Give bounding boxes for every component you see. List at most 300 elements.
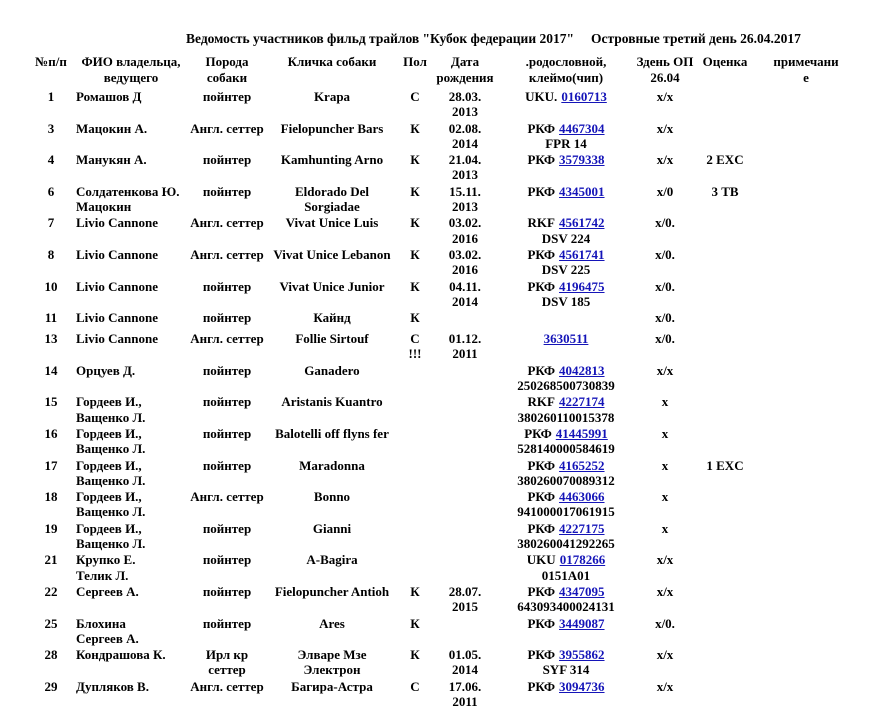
owner-name: Livio Cannone [76,215,158,231]
pedigree-number-link[interactable]: 4165252 [559,457,605,473]
chip-number: SYF 314 [542,662,590,678]
pedigree-line [496,394,636,409]
row-number: 15 [44,394,58,410]
pedigree-number-link[interactable]: 3630511 [543,331,589,347]
column-header-score: Оценка [702,54,748,69]
pedigree-number-link[interactable]: 0178266 [559,552,606,568]
column-header-day-op: Здень ОП 26.04 [636,54,694,85]
dog-sex: К [410,583,420,599]
dog-breed: пойнтер [202,183,252,199]
row-number: 6 [47,183,55,199]
row-number: 8 [47,246,55,262]
pedigree-line [496,426,636,441]
owner-name: Дупляков В. [76,678,149,694]
dog-name: Maradonna [299,457,365,473]
day-op-result: x/0 [656,183,674,199]
dog-breed: пойнтер [202,425,252,441]
pedigree-line [496,552,636,567]
row-number: 29 [44,678,58,694]
pedigree-number-link[interactable]: 3449087 [559,615,605,631]
chip-number: DSV 225 [541,262,591,278]
table-row [26,331,856,363]
pedigree [496,584,636,616]
dog-name: Fielopuncher Bars [280,120,384,136]
column-header-birth: Дата рождения [436,54,494,85]
pedigree-line [496,489,636,504]
pedigree [496,521,636,553]
title-date: Островные третий день 26.04.2017 [590,31,801,46]
title-main: Ведомость участников фильд трайлов "Кубок федерации 2017" [186,31,574,46]
table-row [26,489,856,521]
dog-name: Balotelli off flyns fer [275,425,389,441]
row-number: 22 [44,583,58,599]
column-header-owner: ФИО владельца, ведущего [81,54,181,85]
dog-name: Eldorado Del Sorgiadae [294,183,370,215]
dog-breed: пойнтер [202,457,252,473]
note [756,184,856,216]
owner-name: Блохина Сергеев А. [76,615,139,646]
score [694,89,756,121]
note [756,458,856,490]
row-number: 11 [44,310,58,326]
pedigree [496,426,636,458]
score [694,215,756,247]
day-op-result: x [661,425,669,441]
pedigree-line [496,184,636,199]
dog-sex [396,489,434,521]
dog-breed: пойнтер [202,152,252,168]
column-header-pedigree: .родословной, клеймо(чип) [525,54,607,85]
birth-date [434,552,496,584]
row-number: 14 [44,362,58,378]
dog-name: Багира-Астра [291,678,373,694]
dog-sex: К [410,310,420,326]
pedigree-line [496,584,636,599]
pedigree-line [496,247,636,262]
dog-sex [396,426,434,458]
pedigree-line [496,616,636,631]
day-op-result: x/0. [655,246,675,262]
table-row [26,152,856,184]
score [694,363,756,395]
day-op-result: x/x [656,583,674,599]
dog-breed: Англ. сеттер [190,678,264,694]
day-op-result: x [661,394,669,410]
table-row [26,394,856,426]
pedigree-number-link[interactable]: 4227174 [558,394,605,410]
dog-name: Gianni [312,520,352,536]
pedigree-prefix: РКФ [527,678,556,694]
table-row [26,363,856,395]
note [756,679,856,711]
score [694,647,756,679]
dog-sex: К [410,278,420,294]
pedigree [496,121,636,153]
note [756,279,856,311]
pedigree-prefix: RKF [527,215,555,231]
dog-sex: С [410,678,420,694]
dog-name: Vivat Unice Luis [285,215,379,231]
birth-date [434,363,496,395]
birth-date [434,458,496,490]
pedigree [496,647,636,679]
birth-date [434,394,496,426]
pedigree-prefix: РКФ [527,183,556,199]
pedigree-line [496,679,636,694]
pedigree-prefix: РКФ [527,278,556,294]
row-number: 19 [44,520,58,536]
dog-breed: пойнтер [202,583,252,599]
birth-date [434,426,496,458]
pedigree [496,458,636,490]
chip-number: 941000017061915 [517,504,615,520]
dog-breed: Англ. сеттер [190,331,264,347]
pedigree-line [496,89,636,104]
row-number: 28 [44,647,58,663]
pedigree-number-link[interactable]: 4463066 [559,489,605,505]
note [756,394,856,426]
row-number: 1 [47,89,55,104]
pedigree-line [496,121,636,136]
dog-sex [396,521,434,553]
dog-name: Follie Sirtouf [295,331,369,347]
pedigree-prefix: РКФ [527,615,556,631]
day-op-result: x/x [656,120,674,136]
owner-name: Livio Cannone [76,278,158,294]
pedigree-line [496,458,636,473]
row-number: 13 [44,331,58,347]
note [756,247,856,279]
pedigree-number-link[interactable]: 3094736 [559,678,605,694]
table-row [26,215,856,247]
day-op-result: x/0. [655,615,675,631]
column-header-breed: Порода собаки [205,54,249,85]
table-header-row [26,54,856,89]
note [756,647,856,679]
pedigree [496,363,636,395]
score: 3 ТВ [711,183,739,199]
dog-sex: К [410,615,420,631]
dog-name: Bonno [313,489,351,505]
pedigree [496,616,636,648]
day-op-result: x/x [656,89,674,104]
score [694,616,756,648]
pedigree-line [496,521,636,536]
pedigree-number-link[interactable]: 4227175 [559,520,605,536]
pedigree-prefix: РКФ [527,152,556,168]
pedigree-prefix: РКФ [527,489,556,505]
pedigree [496,247,636,279]
dog-breed: пойнтер [202,362,252,378]
pedigree-number-link[interactable]: 3579338 [559,152,605,168]
score [694,521,756,553]
pedigree-number-link[interactable]: 41445991 [555,425,608,441]
day-op-result: x/0. [655,278,675,294]
dog-breed: пойнтер [202,310,252,326]
chip-number: 643093400024131 [517,599,615,615]
score [694,394,756,426]
dog-sex: К [410,183,420,199]
dog-sex: С !!! [408,331,422,362]
owner-name: Livio Cannone [76,246,158,262]
birth-date: 28.03. 2013 [448,89,482,120]
owner-name: Livio Cannone [76,331,158,347]
day-op-result: x/x [656,552,674,568]
pedigree-number-link[interactable]: 4042813 [559,362,605,378]
pedigree-line [496,331,636,346]
birth-date [434,489,496,521]
pedigree-prefix: РКФ [527,246,556,262]
table-row [26,247,856,279]
score [694,279,756,311]
owner-name: Крупко Е. Телик Л. [76,552,136,583]
pedigree-line [496,363,636,378]
birth-date: 01.12. 2011 [448,331,482,362]
day-op-result: x [661,520,669,536]
table-row [26,616,856,648]
pedigree-line [496,152,636,167]
score [694,426,756,458]
dog-breed: пойнтер [202,520,252,536]
birth-date [434,521,496,553]
score [694,584,756,616]
pedigree [496,679,636,711]
score: 2 EXC [706,152,744,168]
pedigree-prefix: РКФ [524,425,552,441]
table-row [26,310,856,331]
score [694,552,756,584]
chip-number: 0151A01 [541,567,591,583]
note [756,489,856,521]
note [756,584,856,616]
dog-breed: пойнтер [202,278,252,294]
day-op-result: x [661,489,669,505]
score [694,121,756,153]
pedigree-prefix: РКФ [527,647,556,663]
pedigree-prefix: UKU. [525,89,558,104]
dog-sex: К [410,152,420,168]
row-number: 10 [44,278,58,294]
pedigree-number-link[interactable]: 4561742 [558,215,605,231]
pedigree-prefix: РКФ [527,583,556,599]
pedigree [496,215,636,247]
note [756,552,856,584]
birth-date: 28.07. 2015 [448,583,482,615]
pedigree-number-link[interactable]: 3955862 [559,647,605,663]
day-op-result: x/x [656,647,674,663]
pedigree-number-link[interactable]: 4196475 [559,278,605,294]
chip-number: 380260041292265 [517,536,615,552]
document-title [186,30,883,47]
dog-breed: Англ. сеттер [190,246,264,262]
owner-name: Ромашов Д [76,89,142,104]
owner-name: Орцуев Д. [76,362,136,378]
day-op-result: x [661,457,669,473]
pedigree [496,489,636,521]
owner-name: Кондрашова К. [76,647,166,663]
pedigree [496,152,636,184]
column-header-num: №п/п [35,54,67,69]
note [756,521,856,553]
note [756,310,856,331]
score: 1 EXC [706,457,744,473]
row-number: 7 [47,215,55,231]
pedigree [496,279,636,311]
dog-name: Kamhunting Arno [280,152,384,168]
note [756,89,856,121]
birth-date: 04.11. 2014 [449,278,481,309]
note [756,152,856,184]
chip-number: FPR 14 [545,135,587,151]
table-row [26,426,856,458]
dog-breed: Англ. сеттер [190,215,264,231]
day-op-result: x/0. [655,310,675,326]
note [756,616,856,648]
pedigree [496,89,636,121]
pedigree-prefix: РКФ [527,457,556,473]
dog-name: Aristanis Kuantro [281,394,383,410]
dog-name: Ares [319,615,345,631]
owner-name: Гордеев И., Ващенко Л. [76,394,146,425]
birth-date: 15.11. 2013 [449,183,481,215]
dog-sex: К [410,120,420,136]
row-number: 4 [47,152,55,168]
table-row [26,521,856,553]
note [756,121,856,153]
pedigree-number-link[interactable]: 4345001 [559,183,605,199]
day-op-result: x/x [656,678,674,694]
score [694,331,756,363]
pedigree-prefix: UKU [526,552,556,568]
birth-date: 21.04. 2013 [448,152,482,183]
column-header-sex: Пол [403,54,427,69]
birth-date [434,616,496,648]
dog-name: Vivat Unice Lebanon [273,246,391,262]
dog-name: Кайнд [313,310,351,326]
dog-breed: Англ. сеттер [190,489,264,505]
chip-number: DSV 224 [541,230,591,246]
birth-date: 01.05. 2014 [448,647,482,678]
table-row [26,121,856,153]
score [694,489,756,521]
table-row [26,89,856,121]
day-op-result: x/0. [655,215,675,231]
pedigree-number-link[interactable]: 4347095 [559,583,605,599]
dog-sex [396,363,434,395]
pedigree-number-link[interactable]: 4467304 [559,120,605,136]
dog-breed: пойнтер [202,89,252,104]
pedigree-number-link[interactable]: 4561741 [559,246,605,262]
row-number: 17 [44,457,58,473]
table-row [26,458,856,490]
owner-name: Солдатенкова Ю. Мацокин [76,183,180,215]
pedigree-prefix: РКФ [527,120,556,136]
column-header-note: примечани е [773,54,839,85]
birth-date [434,310,496,331]
day-op-result: x/x [656,362,674,378]
pedigree-line [496,279,636,294]
pedigree [496,184,636,216]
table-row [26,552,856,584]
owner-name: Сергеев А. [76,583,139,599]
table-row [26,584,856,616]
pedigree-line [496,215,636,230]
dog-sex: С [410,89,420,104]
owner-name: Гордеев И., Ващенко Л. [76,489,146,520]
dog-name: Vivat Unice Junior [279,278,385,294]
dog-sex [396,458,434,490]
pedigree-line [496,647,636,662]
pedigree [496,310,636,331]
row-number: 18 [44,489,58,505]
dog-name: Элваре Мзе Электрон [297,647,367,678]
table-row [26,647,856,679]
score [694,247,756,279]
dog-breed: Ирл кр сеттер [205,647,249,678]
chip-number: 380260070089312 [517,472,615,488]
birth-date: 02.08. 2014 [448,120,482,151]
row-number: 16 [44,425,58,441]
chip-number: DSV 185 [541,293,591,309]
owner-name: Гордеев И., Ващенко Л. [76,425,146,457]
chip-number: 380260110015378 [517,409,615,425]
score [694,679,756,711]
pedigree-prefix: РКФ [527,520,556,536]
owner-name: Мацокин А. [76,120,148,136]
day-op-result: x/0. [655,331,675,347]
score [694,310,756,331]
dog-name: Krapa [313,89,351,104]
dog-name: Ganadero [304,362,360,378]
owner-name: Гордеев И., Ващенко Л. [76,520,146,552]
note [756,426,856,458]
dog-breed: пойнтер [202,552,252,568]
pedigree [496,394,636,426]
pedigree-prefix: РКФ [527,362,556,378]
dog-sex: К [410,246,420,262]
pedigree [496,552,636,584]
row-number: 3 [47,120,55,136]
table-row [26,279,856,311]
dog-sex [396,394,434,426]
owner-name: Манукян А. [76,152,147,168]
dog-breed: пойнтер [202,615,252,631]
pedigree-prefix: RKF [527,394,555,410]
dog-name: Fielopuncher Antioh [274,583,390,599]
dog-sex: К [410,215,420,231]
dog-name: A-Bagira [306,552,358,568]
note [756,363,856,395]
column-header-dog-name: Кличка собаки [287,54,377,69]
owner-name: Гордеев И., Ващенко Л. [76,457,146,488]
dog-breed: Англ. сеттер [190,120,264,136]
chip-number: 250268500730839 [517,378,615,394]
owner-name: Livio Cannone [76,310,158,326]
birth-date: 17.06. 2011 [448,678,482,709]
table-row [26,184,856,216]
chip-number: 528140000584619 [517,441,615,457]
dog-sex [396,552,434,584]
pedigree-number-link[interactable]: 0160713 [561,89,607,104]
row-number: 21 [44,552,58,568]
birth-date: 03.02. 2016 [448,215,482,246]
dog-sex: К [410,647,420,663]
participants-table [26,54,856,710]
table-row [26,679,856,711]
pedigree [496,331,636,363]
birth-date: 03.02. 2016 [448,246,482,278]
row-number: 25 [44,615,58,631]
